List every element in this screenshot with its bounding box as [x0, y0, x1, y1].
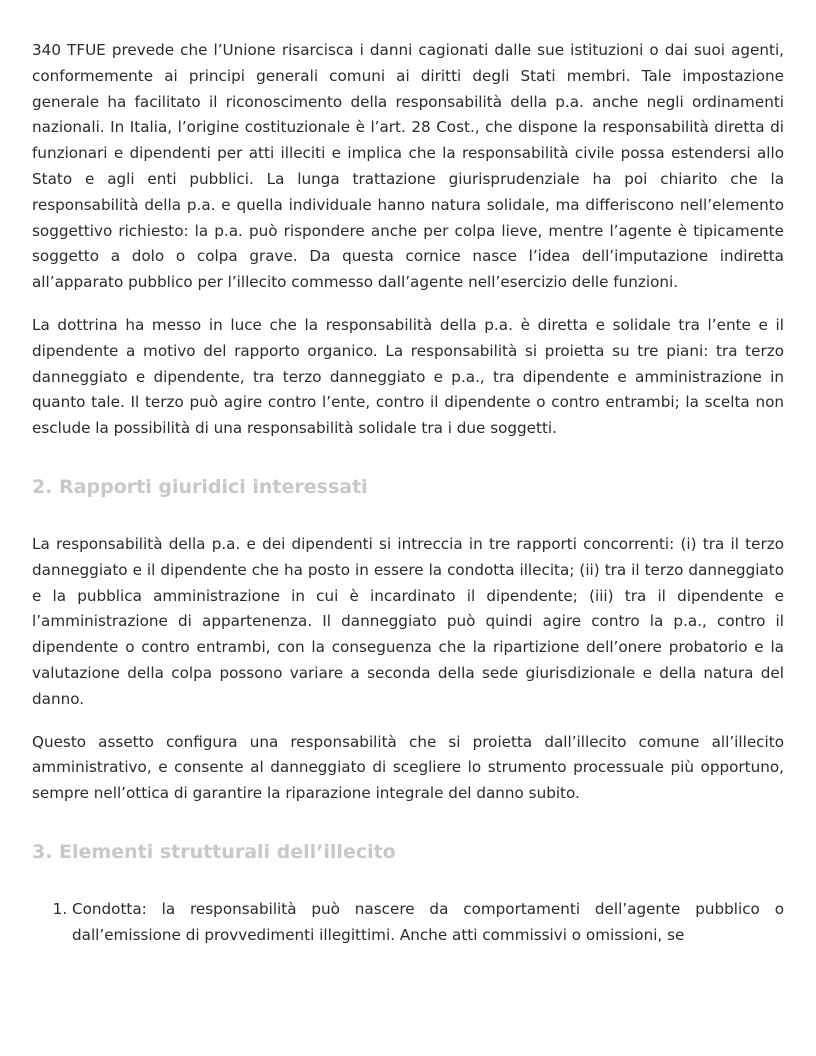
section2-paragraph-1: La responsabilità della p.a. e dei dipendenti si intreccia in tre rapporti concorrenti: (i) tra il terzo danneggiato e il dipendente che ha posto in essere la condotta illecita; (ii) tra il terzo danneggiato e la pubblica amministrazione in cui è incardinato il dipendente; (iii) tra il dipendente e l’amministrazione di appartenenza. Il danneggiato può quindi agire contro la p.a., contro il dipendente o contro entrambi, con la conseguenza che la ripartizione dell’onere probatorio e la valutazione della colpa possono variare a seconda della sede giurisdizionale e della natura del danno. [32, 534, 784, 708]
document-page [32, 38, 784, 949]
section-heading-2: 2. Rapporti giuridici interessati [32, 475, 368, 498]
list-item-condotta: 1. Condotta: la responsabilità può nascere da comportamenti dell’agente pubblico o dall’emissione di provvedimenti illegittimi. Anche atti commissivi o omissioni, se [72, 897, 784, 949]
intro-paragraph-2: La dottrina ha messo in luce che la responsabilità della p.a. è diretta e solidale tra l’ente e il dipendente a motivo del rapporto organico. La responsabilità si proietta su tre piani: tra terzo danneggiato e dipendente, tra terzo danneggiato e p.a., tra dipendente e amministrazione in quanto tale. Il terzo può agire contro l’ente, contro il dipendente o contro entrambi; la scelta non esclude la possibilità di una responsabilità solidale tra i due soggetti. [32, 315, 784, 438]
section2-paragraph-2: Questo assetto configura una responsabilità che si proietta dall’illecito comune all’illecito amministrativo, e consente al danneggiato di scegliere lo strumento processuale più opportuno, sempre nell’ottica di garantire la riparazione integrale del danno subito. [32, 732, 784, 803]
section-heading-3: 3. Elementi strutturali dell’illecito [32, 840, 396, 863]
structural-elements-list [32, 897, 784, 949]
intro-paragraph-1: 340 TFUE prevede che l’Unione risarcisca i danni cagionati dalle sue istituzioni o dai suoi agenti, conformemente ai principi generali comuni ai diritti degli Stati membri. Tale impostazione generale ha facilitato il riconoscimento della responsabilità della p.a. anche negli ordinamenti nazionali. In Italia, l’origine costituzionale è l’art. 28 Cost., che dispone la responsabilità diretta di funzionari e dipendenti per atti illeciti e implica che la responsabilità civile possa estendersi allo Stato e agli enti pubblici. La lunga trattazione giurisprudenziale ha poi chiarito che la responsabilità della p.a. e quella individuale hanno natura solidale, ma differiscono nell’elemento soggettivo richiesto: la p.a. può rispondere anche per colpa lieve, mentre l’agente è tipicamente soggetto a dolo o colpa grave. Da questa cornice nasce l’idea dell’imputazione indiretta all’apparato pubblico per l’illecito commesso dall’agente nell’esercizio delle funzioni. [32, 41, 784, 292]
